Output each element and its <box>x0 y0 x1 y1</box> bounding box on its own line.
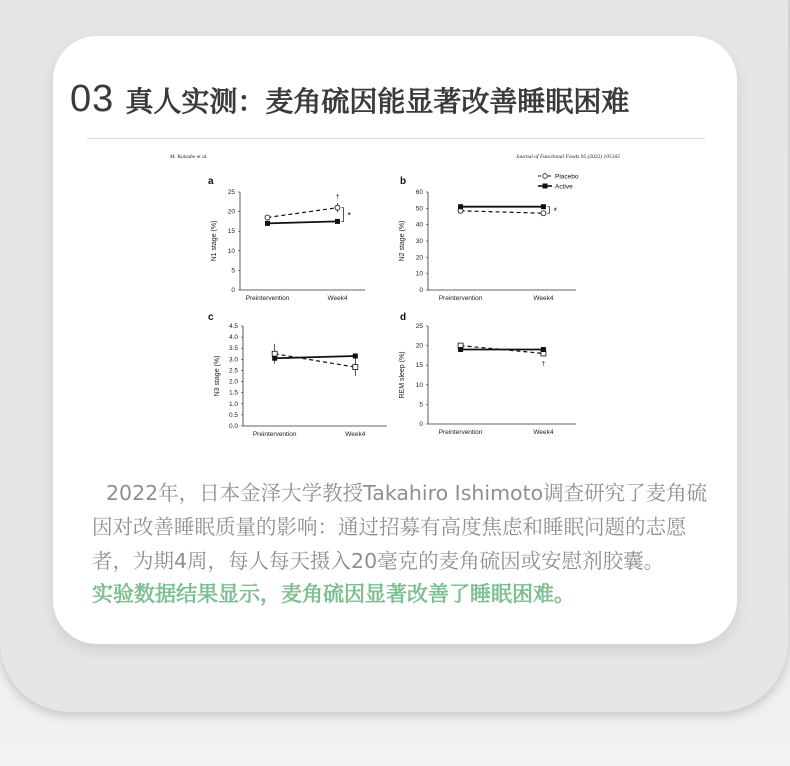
y-axis-label: N3 stage (%) <box>214 355 221 397</box>
panel-letter: b <box>400 176 407 187</box>
data-point-placebo <box>335 205 340 210</box>
y-tick-label: 0 <box>231 287 235 294</box>
y-tick-label: 20 <box>415 254 423 262</box>
data-point-active <box>335 219 340 224</box>
y-tick-label: 5 <box>419 401 423 409</box>
y-tick-label: 20 <box>227 208 235 216</box>
significance-bracket <box>342 208 344 222</box>
y-tick-label: 30 <box>415 238 423 245</box>
legend <box>538 174 579 191</box>
legend-label: Active <box>555 183 573 191</box>
series-line-placebo <box>461 211 544 213</box>
panel-a <box>208 176 365 302</box>
y-tick-label: 3.0 <box>228 356 238 364</box>
y-tick-label: 4.5 <box>228 323 238 330</box>
divider <box>87 138 705 139</box>
legend-marker-placebo <box>543 174 548 179</box>
y-tick-label: 5 <box>231 267 235 275</box>
y-tick-label: 0 <box>419 421 423 428</box>
significance-star: * <box>347 210 352 221</box>
y-tick-label: 25 <box>415 323 423 330</box>
data-point-placebo <box>541 211 546 216</box>
y-tick-label: 15 <box>227 228 235 236</box>
data-point-placebo <box>265 215 270 220</box>
legend-label: Placebo <box>555 173 579 181</box>
y-tick-label: 0 <box>419 287 423 294</box>
x-tick-label: Week4 <box>345 431 366 438</box>
series-line-placebo <box>268 208 338 218</box>
paper-figure <box>160 148 630 446</box>
x-tick-label: Preintervention <box>252 431 297 438</box>
panel-letter: a <box>208 176 214 187</box>
figure-svg <box>160 148 630 446</box>
x-tick-label: Week4 <box>327 295 348 302</box>
y-tick-label: 3.5 <box>228 345 238 353</box>
section-title: 真人实测：麦角硫因能显著改善睡眠困难 <box>125 84 630 118</box>
section-heading <box>70 78 629 121</box>
series-line-active <box>268 221 338 223</box>
section-number: 03 <box>70 78 115 120</box>
x-tick-label: Week4 <box>533 429 554 436</box>
data-point-active <box>353 354 358 359</box>
panel-c <box>208 312 387 438</box>
dagger-mark: † <box>541 360 546 368</box>
data-point-active <box>265 221 270 226</box>
data-point-placebo <box>272 351 277 356</box>
y-tick-label: 25 <box>227 189 235 196</box>
y-tick-label: 10 <box>415 270 423 278</box>
y-tick-label: 4.0 <box>228 334 238 342</box>
data-point-active <box>458 204 463 209</box>
x-tick-label: Preintervention <box>245 295 290 302</box>
series-line-active <box>275 356 356 358</box>
panel-b <box>399 176 576 302</box>
y-tick-label: 2.5 <box>228 367 238 375</box>
y-tick-label: 0.5 <box>228 411 238 419</box>
data-point-active <box>541 204 546 209</box>
y-tick-label: 1.0 <box>228 400 238 408</box>
body-paragraph: 2022年，日本金泽大学教授Takahiro Ishimoto调查研究了麦角硫因对改善睡眠质量的影响：通过招募有高度焦虑和睡眠问题的志愿者，为期4周，每人每天摄入20毫克的麦角硫因或安慰剂胶囊。 <box>92 481 708 573</box>
y-tick-label: 10 <box>227 247 235 255</box>
significance-bracket <box>547 207 549 214</box>
y-axis-label: N2 stage (%) <box>399 220 406 262</box>
journal-line: Journal of Functional Foods 95 (2022) 105165 <box>515 154 620 160</box>
y-axis-label: REM sleep (%) <box>399 351 406 399</box>
y-tick-label: 10 <box>415 381 423 389</box>
y-tick-label: 1.5 <box>228 389 238 397</box>
dagger-mark: † <box>335 193 340 201</box>
y-tick-label: 0.0 <box>228 423 238 430</box>
data-point-active <box>458 347 463 352</box>
data-point-active <box>272 356 277 361</box>
data-point-placebo <box>353 365 358 370</box>
data-point-active <box>541 347 546 352</box>
author-line: M. Katsube et al. <box>170 154 208 160</box>
x-tick-label: Preintervention <box>438 295 483 302</box>
panel-letter: d <box>400 312 407 323</box>
y-tick-label: 20 <box>415 342 423 350</box>
body-paragraph-block <box>92 476 712 578</box>
result-highlight: 实验数据结果显示，麦角硫因显著改善了睡眠困难。 <box>92 582 575 606</box>
y-tick-label: 15 <box>415 362 423 370</box>
y-tick-label: 60 <box>415 189 423 196</box>
y-tick-label: 40 <box>415 221 423 229</box>
panel-letter: c <box>208 312 214 323</box>
x-tick-label: Preintervention <box>438 429 483 436</box>
significance-star: * <box>553 205 557 216</box>
legend-marker-active <box>543 184 548 189</box>
y-tick-label: 2.0 <box>228 378 238 386</box>
y-tick-label: 50 <box>415 205 423 213</box>
x-tick-label: Week4 <box>533 295 554 302</box>
panel-d <box>399 312 576 436</box>
y-axis-label: N1 stage (%) <box>211 220 218 262</box>
